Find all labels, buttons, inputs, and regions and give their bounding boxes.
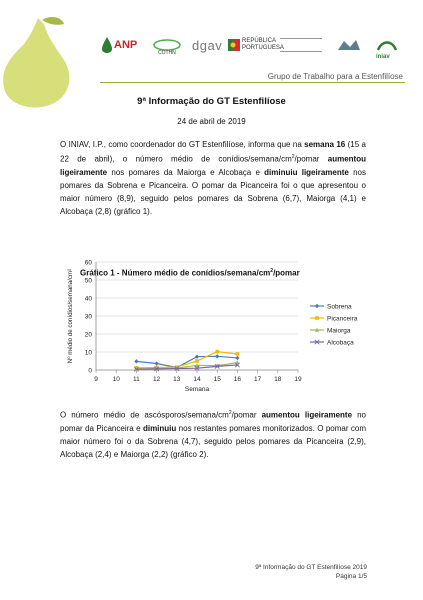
p1-decrease: diminuiu ligeiramente <box>264 167 349 177</box>
p2-text-d: no pomar da Picanceira e <box>60 410 367 433</box>
footer-page-number: Página 1/5 <box>335 573 367 580</box>
anp-icon <box>100 36 114 54</box>
y-axis-label: Nº médio de conídios/semana/cm² <box>67 268 74 364</box>
data-point <box>236 352 240 356</box>
x-tick-label: 12 <box>152 376 161 383</box>
conidios-line-chart <box>56 252 376 402</box>
p2-increase: aumentou ligeiramente <box>261 410 353 420</box>
document-date: 24 de abril de 2019 <box>177 117 246 126</box>
ministry-logo <box>280 34 322 56</box>
p2-sup: 2 <box>228 410 232 416</box>
x-tick-label: 19 <box>294 376 302 383</box>
y-tick-label: 10 <box>84 349 92 357</box>
p2-text-b: /pomar <box>231 410 262 420</box>
x-tick-label: 16 <box>233 376 242 383</box>
cothn-logo <box>152 34 182 56</box>
cothn-text: COTHN <box>158 50 176 56</box>
x-tick-label: 11 <box>133 376 140 383</box>
anp-text: ANP <box>114 39 138 51</box>
legend-marker <box>315 316 319 320</box>
p1-text-h: nos pomares da Sobrena e Picanceira. O pomar da Picanceira foi o que apresentou o maior número (8,9), seguido pelos pomares da Sobrena (6,7), Maiorga (4,1) e Alcobaça (2,8) (gráfico 1). <box>60 167 366 216</box>
legend-label: Alcobaça <box>327 339 354 347</box>
footer-title: 9ª Informação do GT Estenfilíose 2019 <box>255 564 367 571</box>
data-point <box>154 361 158 365</box>
x-tick-label: 15 <box>213 376 221 383</box>
dgav-text: dgav <box>192 37 223 53</box>
dgav-logo <box>192 34 222 56</box>
flag-icon <box>228 39 240 51</box>
paragraph-ascosporos <box>60 407 366 461</box>
iniav-icon <box>376 38 398 52</box>
data-point <box>195 354 199 358</box>
chart-title-sup: 2 <box>270 268 274 274</box>
legend-label: Sobrena <box>327 303 352 311</box>
pear-leaf <box>42 17 64 25</box>
chart-title-main: Gráfico 1 - Número médio de conídios/semana/cm <box>80 268 271 278</box>
x-tick-label: 9 <box>94 376 98 383</box>
p2-text-f: nos restantes pomares monitorizados. O pomar com maior número foi o da Sobrena (4,7), seguido pelos pomares da Picanceira (2,9), Alcobaça (2,4) e Maiorga (2,2) (gráfico 2). <box>60 423 366 459</box>
anp-logo <box>100 34 137 56</box>
y-tick-label: 60 <box>84 259 92 267</box>
x-tick-label: 13 <box>173 376 181 383</box>
legend-marker <box>315 304 319 308</box>
pear-shape <box>3 18 69 107</box>
x-tick-label: 18 <box>274 376 282 383</box>
page-title: 9ª Informação do GT Estenfilíose <box>137 96 286 107</box>
legend-label: Picanceira <box>327 315 358 323</box>
p1-sup: 2 <box>291 154 295 160</box>
header-divider <box>100 82 405 83</box>
data-point <box>215 354 219 358</box>
chart-title-end: /pomar <box>273 268 300 278</box>
iniav-text: iniav <box>376 54 390 60</box>
data-point <box>134 359 138 363</box>
x-axis-label: Semana <box>184 386 210 393</box>
y-tick-label: 0 <box>88 367 92 375</box>
data-point <box>195 359 199 363</box>
republica-text: REPÚBLICA PORTUGUESA <box>242 38 284 51</box>
drapn-icon <box>336 38 362 52</box>
p1-text-a: O INIAV, I.P., como coordenador do GT Estenfilíose, informa que na <box>60 140 305 149</box>
p1-text-f: nos pomares da Maiorga e Alcobaça e <box>107 167 265 177</box>
y-tick-label: 30 <box>84 313 92 321</box>
paragraph-conidios <box>60 138 366 218</box>
data-point <box>235 356 239 360</box>
p1-text-d: /pomar <box>294 154 328 164</box>
page-footer <box>255 563 367 581</box>
p2-decrease: diminuiu <box>142 423 177 433</box>
ministry-lines <box>280 38 322 52</box>
header-subtitle: Grupo de Trabalho para a Estenfilíose <box>267 72 403 81</box>
x-tick-label: 14 <box>193 376 201 383</box>
drapn-logo <box>336 34 362 56</box>
p1-increase: aumentou ligeiramente <box>60 154 366 177</box>
y-tick-label: 20 <box>84 331 92 339</box>
x-tick-label: 10 <box>112 376 120 383</box>
republica-logo <box>228 34 284 56</box>
iniav-logo <box>376 34 398 60</box>
p2-text-a: O número médio de ascósporos/semana/cm <box>60 410 229 420</box>
legend-label: Maiorga <box>327 327 351 335</box>
p1-text-c: (15 a 22 de abril), o número médio de conídios/semana/cm <box>60 140 366 164</box>
data-point <box>215 350 219 354</box>
y-tick-label: 50 <box>84 277 92 285</box>
partner-logos <box>100 34 420 60</box>
p1-week: semana 16 <box>304 140 346 149</box>
x-tick-label: 17 <box>253 376 262 383</box>
y-tick-label: 40 <box>84 295 92 303</box>
